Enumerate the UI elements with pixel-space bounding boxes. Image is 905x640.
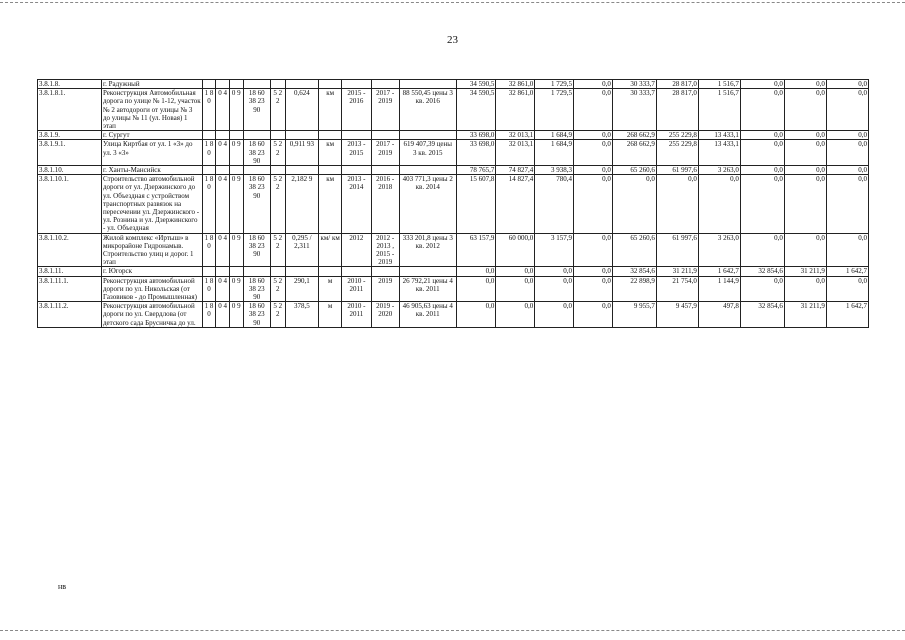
classification-code-1 — [202, 267, 216, 276]
funding-value-7: 3 263,0 — [698, 166, 740, 175]
classification-code-3: 0 9 — [229, 89, 243, 131]
construction-start — [342, 131, 371, 140]
page-number: 23 — [447, 34, 458, 46]
funding-value-4: 0,0 — [574, 89, 613, 131]
classification-code-1: 1 8 0 — [202, 140, 216, 166]
construction-end: 2017 - 2019 — [371, 140, 399, 166]
classification-code-2: 0 4 — [216, 89, 230, 131]
length-unit: км — [319, 140, 342, 166]
classification-code-5 — [270, 166, 285, 175]
funding-value-3: 0,0 — [535, 302, 574, 328]
road-projects-table — [37, 79, 869, 328]
funding-value-5: 32 854,6 — [612, 267, 656, 276]
road-length: 378,5 — [285, 302, 319, 328]
funding-value-8: 0,0 — [740, 175, 784, 233]
funding-value-10: 0,0 — [826, 166, 868, 175]
funding-value-3: 780,4 — [535, 175, 574, 233]
classification-code-2 — [216, 267, 230, 276]
classification-code-1: 1 8 0 — [202, 302, 216, 328]
row-code: 3.8.1.8.1. — [38, 89, 102, 131]
table-row — [38, 89, 869, 131]
estimated-cost: 46 905,63 цены 4 кв. 2011 — [399, 302, 456, 328]
road-length — [285, 131, 319, 140]
classification-code-2: 0 4 — [216, 233, 230, 267]
funding-value-10: 0,0 — [826, 89, 868, 131]
funding-value-10: 1 642,7 — [826, 302, 868, 328]
funding-value-9: 0,0 — [784, 175, 826, 233]
funding-value-9: 0,0 — [784, 166, 826, 175]
project-name: г. Ханты-Мансийск — [102, 166, 203, 175]
length-unit: км/ км — [319, 233, 342, 267]
funding-value-1: 78 765,7 — [456, 166, 496, 175]
length-unit: км — [319, 175, 342, 233]
funding-value-6: 255 229,8 — [656, 140, 698, 166]
funding-value-5: 65 260,6 — [612, 166, 656, 175]
funding-value-1: 15 607,8 — [456, 175, 496, 233]
funding-value-6: 61 997,6 — [656, 233, 698, 267]
classification-code-4 — [243, 166, 270, 175]
classification-code-2: 0 4 — [216, 140, 230, 166]
classification-code-1: 1 8 0 — [202, 89, 216, 131]
length-unit — [319, 166, 342, 175]
funding-value-1: 0,0 — [456, 302, 496, 328]
funding-value-7: 1 516,7 — [698, 80, 740, 89]
table-row — [38, 302, 869, 328]
classification-code-2 — [216, 131, 230, 140]
funding-value-3: 1 729,5 — [535, 80, 574, 89]
funding-value-4: 0,0 — [574, 80, 613, 89]
table-row — [38, 140, 869, 166]
construction-end — [371, 131, 399, 140]
estimated-cost: 619 407,39 цены 3 кв. 2015 — [399, 140, 456, 166]
length-unit — [319, 80, 342, 89]
funding-value-2: 74 827,4 — [496, 166, 535, 175]
funding-value-3: 1 729,5 — [535, 89, 574, 131]
classification-code-5: 5 2 2 — [270, 140, 285, 166]
construction-start: 2015 - 2016 — [342, 89, 371, 131]
classification-code-2 — [216, 166, 230, 175]
construction-end — [371, 80, 399, 89]
funding-value-7: 1 642,7 — [698, 267, 740, 276]
table-row — [38, 80, 869, 89]
estimated-cost: 403 771,3 цены 2 кв. 2014 — [399, 175, 456, 233]
classification-code-1: 1 8 0 — [202, 276, 216, 302]
estimated-cost: 26 792,21 цены 4 кв. 2011 — [399, 276, 456, 302]
funding-value-7: 497,8 — [698, 302, 740, 328]
estimated-cost: 88 550,45 цены 3 кв. 2016 — [399, 89, 456, 131]
funding-value-3: 0,0 — [535, 276, 574, 302]
estimated-cost: 333 201,8 цены 3 кв. 2012 — [399, 233, 456, 267]
construction-start: 2013 - 2015 — [342, 140, 371, 166]
funding-value-9: 0,0 — [784, 89, 826, 131]
classification-code-2: 0 4 — [216, 276, 230, 302]
row-code: 3.8.1.11.2. — [38, 302, 102, 328]
road-length: 0,295 / 2,311 — [285, 233, 319, 267]
funding-value-6: 0,0 — [656, 175, 698, 233]
funding-value-6: 31 211,9 — [656, 267, 698, 276]
table-row — [38, 276, 869, 302]
top-page-edge — [0, 2, 905, 3]
road-length: 290,1 — [285, 276, 319, 302]
row-code: 3.8.1.10.1. — [38, 175, 102, 233]
classification-code-3: 0 9 — [229, 276, 243, 302]
classification-code-4 — [243, 80, 270, 89]
road-length — [285, 80, 319, 89]
road-length: 0,911 93 — [285, 140, 319, 166]
funding-value-4: 0,0 — [574, 131, 613, 140]
construction-end — [371, 166, 399, 175]
classification-code-5: 5 2 2 — [270, 233, 285, 267]
table-row — [38, 131, 869, 140]
funding-value-8: 0,0 — [740, 276, 784, 302]
project-name: Реконструкция автомобильной дороги по ул. Свердлова (от детского сада Брусничка до ул. — [102, 302, 203, 328]
classification-code-5 — [270, 80, 285, 89]
row-code: 3.8.1.9.1. — [38, 140, 102, 166]
classification-code-5 — [270, 131, 285, 140]
construction-start: 2010 - 2011 — [342, 302, 371, 328]
estimated-cost — [399, 166, 456, 175]
classification-code-3: 0 9 — [229, 233, 243, 267]
construction-end — [371, 267, 399, 276]
funding-value-1: 33 698,0 — [456, 140, 496, 166]
funding-value-6: 28 817,0 — [656, 89, 698, 131]
construction-end: 2012 - 2013 , 2015 - 2019 — [371, 233, 399, 267]
classification-code-4: 18 60 38 23 90 — [243, 302, 270, 328]
length-unit — [319, 131, 342, 140]
construction-end: 2019 - 2020 — [371, 302, 399, 328]
funding-value-7: 3 263,0 — [698, 233, 740, 267]
classification-code-1: 1 8 0 — [202, 233, 216, 267]
funding-value-6: 9 457,9 — [656, 302, 698, 328]
classification-code-1 — [202, 80, 216, 89]
funding-value-8: 32 854,6 — [740, 302, 784, 328]
funding-value-10: 0,0 — [826, 233, 868, 267]
row-code: 3.8.1.10.2. — [38, 233, 102, 267]
funding-value-8: 0,0 — [740, 166, 784, 175]
funding-value-6: 255 229,8 — [656, 131, 698, 140]
funding-value-5: 65 260,6 — [612, 233, 656, 267]
funding-value-9: 31 211,9 — [784, 302, 826, 328]
estimated-cost — [399, 131, 456, 140]
funding-value-4: 0,0 — [574, 233, 613, 267]
project-name: Улица Киртбая от ул. 1 «3» до ул. 3 «3» — [102, 140, 203, 166]
funding-value-9: 0,0 — [784, 131, 826, 140]
table-row — [38, 233, 869, 267]
table-row — [38, 166, 869, 175]
funding-value-6: 28 817,0 — [656, 80, 698, 89]
classification-code-5: 5 2 2 — [270, 175, 285, 233]
funding-value-1: 34 590,5 — [456, 80, 496, 89]
length-unit: м — [319, 302, 342, 328]
road-length: 2,182 9 — [285, 175, 319, 233]
row-code: 3.8.1.11.1. — [38, 276, 102, 302]
classification-code-4: 18 60 38 23 90 — [243, 89, 270, 131]
funding-value-10: 0,0 — [826, 175, 868, 233]
funding-value-7: 0,0 — [698, 175, 740, 233]
bottom-page-edge — [0, 630, 905, 631]
project-name: г. Сургут — [102, 131, 203, 140]
classification-code-4: 18 60 38 23 90 — [243, 276, 270, 302]
project-name: г. Радужный — [102, 80, 203, 89]
classification-code-3 — [229, 267, 243, 276]
funding-value-5: 30 333,7 — [612, 89, 656, 131]
table-row — [38, 175, 869, 233]
length-unit: м — [319, 276, 342, 302]
classification-code-5: 5 2 2 — [270, 276, 285, 302]
funding-value-10: 0,0 — [826, 140, 868, 166]
funding-value-9: 0,0 — [784, 80, 826, 89]
classification-code-3: 0 9 — [229, 302, 243, 328]
road-length — [285, 267, 319, 276]
funding-value-5: 22 898,9 — [612, 276, 656, 302]
funding-value-3: 3 938,3 — [535, 166, 574, 175]
construction-start: 2010 - 2011 — [342, 276, 371, 302]
funding-value-5: 9 955,7 — [612, 302, 656, 328]
estimated-cost — [399, 267, 456, 276]
funding-value-7: 13 433,1 — [698, 140, 740, 166]
estimated-cost — [399, 80, 456, 89]
project-name: Реконструкция Автомобильная дорога по улице № 1-12, участок № 2 автодороги от улицы № 3 до улицы № 11 (ул. Новая) 1 этап — [103, 89, 201, 131]
funding-value-1: 34 590,5 — [456, 89, 496, 131]
row-code: 3.8.1.10. — [38, 166, 102, 175]
funding-value-5: 268 662,9 — [612, 131, 656, 140]
funding-value-4: 0,0 — [574, 276, 613, 302]
funding-value-8: 0,0 — [740, 233, 784, 267]
funding-value-3: 3 157,9 — [535, 233, 574, 267]
funding-value-5: 30 333,7 — [612, 80, 656, 89]
funding-value-3: 1 684,9 — [535, 131, 574, 140]
classification-code-4 — [243, 131, 270, 140]
funding-value-8: 0,0 — [740, 140, 784, 166]
classification-code-3: 0 9 — [229, 140, 243, 166]
classification-code-1 — [202, 131, 216, 140]
classification-code-2: 0 4 — [216, 302, 230, 328]
funding-value-1: 0,0 — [456, 267, 496, 276]
funding-value-9: 0,0 — [784, 233, 826, 267]
funding-value-5: 0,0 — [612, 175, 656, 233]
funding-value-4: 0,0 — [574, 267, 613, 276]
funding-value-4: 0,0 — [574, 175, 613, 233]
funding-value-2: 14 827,4 — [496, 175, 535, 233]
funding-value-9: 0,0 — [784, 276, 826, 302]
classification-code-5 — [270, 267, 285, 276]
funding-value-2: 0,0 — [496, 276, 535, 302]
project-name: Строительство автомобильной дороги от ул. Дзержинского до ул. Объездная с устройством транспортных развязок на пересечении ул. Дзержинского - ул. Рознина и ул. Дзержинского - ул. Объездная — [102, 175, 203, 233]
funding-value-2: 32 861,0 — [496, 89, 535, 131]
funding-value-4: 0,0 — [574, 140, 613, 166]
funding-value-7: 1 516,7 — [698, 89, 740, 131]
funding-value-2: 0,0 — [496, 302, 535, 328]
funding-value-6: 21 754,0 — [656, 276, 698, 302]
funding-value-8: 0,0 — [740, 131, 784, 140]
length-unit — [319, 267, 342, 276]
funding-value-1: 33 698,0 — [456, 131, 496, 140]
funding-value-2: 32 013,1 — [496, 131, 535, 140]
funding-value-1: 63 157,9 — [456, 233, 496, 267]
classification-code-1 — [202, 166, 216, 175]
funding-value-6: 61 997,6 — [656, 166, 698, 175]
classification-code-2 — [216, 80, 230, 89]
table-row — [38, 267, 869, 276]
construction-start: 2012 — [342, 233, 371, 267]
funding-value-10: 1 642,7 — [826, 267, 868, 276]
row-code: 3.8.1.11. — [38, 267, 102, 276]
classification-code-4: 18 60 38 23 90 — [243, 175, 270, 233]
footer-mark: нв — [58, 582, 67, 591]
funding-value-10: 0,0 — [826, 131, 868, 140]
project-name: Жилой комплекс «Иртыш» в микрорайоне Гидронамыв. Строительство улиц и дорог. 1 этап — [102, 233, 203, 267]
classification-code-4 — [243, 267, 270, 276]
classification-code-1: 1 8 0 — [202, 175, 216, 233]
funding-value-2: 60 000,0 — [496, 233, 535, 267]
construction-start — [342, 267, 371, 276]
classification-code-3: 0 9 — [229, 175, 243, 233]
funding-value-2: 32 013,1 — [496, 140, 535, 166]
project-name: Реконструкция автомобильной дороги по ул. Никольская (от Газовиков - до Промышленная) — [102, 276, 203, 302]
funding-value-4: 0,0 — [574, 302, 613, 328]
funding-value-10: 0,0 — [826, 276, 868, 302]
row-code: 3.8.1.9. — [38, 131, 102, 140]
funding-value-1: 0,0 — [456, 276, 496, 302]
construction-end: 2016 - 2018 — [371, 175, 399, 233]
funding-value-9: 31 211,9 — [784, 267, 826, 276]
classification-code-5: 5 2 2 — [270, 89, 285, 131]
funding-value-3: 0,0 — [535, 267, 574, 276]
construction-end: 2019 — [371, 276, 399, 302]
road-length — [285, 166, 319, 175]
funding-value-8: 32 854,6 — [740, 267, 784, 276]
funding-value-8: 0,0 — [740, 80, 784, 89]
funding-value-5: 268 662,9 — [612, 140, 656, 166]
classification-code-2: 0 4 — [216, 175, 230, 233]
classification-code-3 — [229, 80, 243, 89]
funding-value-2: 32 861,0 — [496, 80, 535, 89]
classification-code-4: 18 60 38 23 90 — [243, 140, 270, 166]
project-name: г. Югорск — [102, 267, 203, 276]
construction-start: 2013 - 2014 — [342, 175, 371, 233]
road-length: 0,624 — [285, 89, 319, 131]
classification-code-5: 5 2 2 — [270, 302, 285, 328]
classification-code-3 — [229, 166, 243, 175]
table-body — [38, 80, 869, 328]
construction-start — [342, 80, 371, 89]
funding-value-9: 0,0 — [784, 140, 826, 166]
funding-value-7: 1 144,9 — [698, 276, 740, 302]
funding-value-10: 0,0 — [826, 80, 868, 89]
construction-start — [342, 166, 371, 175]
funding-value-7: 13 433,1 — [698, 131, 740, 140]
classification-code-4: 18 60 38 23 90 — [243, 233, 270, 267]
funding-value-8: 0,0 — [740, 89, 784, 131]
funding-value-2: 0,0 — [496, 267, 535, 276]
row-code: 3.8.1.8. — [38, 80, 102, 89]
construction-end: 2017 - 2019 — [371, 89, 399, 131]
length-unit: км — [319, 89, 342, 131]
funding-value-4: 0,0 — [574, 166, 613, 175]
funding-value-3: 1 684,9 — [535, 140, 574, 166]
classification-code-3 — [229, 131, 243, 140]
